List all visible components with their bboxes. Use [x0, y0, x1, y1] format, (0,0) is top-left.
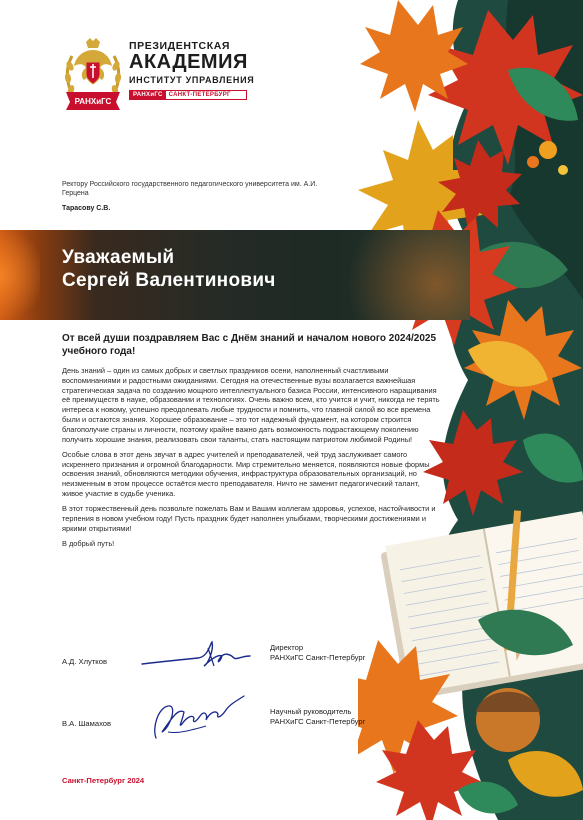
greeting-title: [62, 246, 276, 292]
letter-body: [62, 366, 442, 555]
logo-line-2: АКАДЕМИЯ: [129, 51, 248, 73]
banner-glow-left: [0, 230, 40, 320]
role-organization: РАНХиГС Санкт-Петербург: [270, 717, 366, 726]
addressee-block: [62, 180, 322, 213]
logo-line-1: ПРЕЗИДЕНТСКАЯ: [129, 40, 231, 52]
addressee-position: Ректору Российского государственного педагогического университета им. А.И. Герцена: [62, 181, 318, 197]
institution-logo-text: [129, 40, 259, 100]
handwritten-signature: [148, 688, 258, 753]
logo-line-3: ИНСТИТУТ УПРАВЛЕНИЯ: [129, 75, 255, 85]
signatory-role: [270, 643, 365, 663]
greeting-line-2: Сергей Валентинович: [62, 270, 276, 291]
greeting-line-1: Уважаемый: [62, 247, 175, 268]
role-title: Научный руководитель: [270, 707, 352, 716]
role-organization: РАНХиГС Санкт-Петербург: [270, 653, 366, 662]
signatory-role: [270, 707, 365, 727]
logo-badge-right: САНКТ-ПЕТЕРБУРГ: [168, 92, 231, 98]
role-title: Директор: [270, 643, 304, 652]
body-paragraph: В добрый путь!: [62, 539, 115, 549]
body-paragraph: Особые слова в этот день звучат в адрес учителей и преподавателей, чей труд заслуживает самого искреннего признания и огромной благодарности. Мир стремительно меняется, появляются новые формы освоения знаний, обновляются методики обучения, инфраструктура образовательных организаций, но неизменным в этом процессе остаётся место преподавателя. Ничто не заменит педагогический талант, живое участие в судьбе ученика.: [62, 449, 430, 499]
emblem-ribbon-text: РАНХиГС: [74, 97, 112, 106]
logo-badge: [129, 90, 247, 100]
signatory-name: А.Д. Хлутков: [62, 657, 107, 666]
body-paragraph: День знаний – один из самых добрых и светлых праздников осени, наполненный счастливыми воспоминаниями и радостными ожиданиями. Сегодня на отечественные вузы возлагается важнейшая стратегическая задача по созданию мощного интеллектуального базиса России, интенсивного наращивания её преимуществ в науке, образовании и технологиях. Очень важно всем, кто учится и учит, никогда не терять интереса к новому, успешно преодолевать любые трудности и помнить, что главной силой во все времена были и остаются знания. Хорошее образование – это тот надежный фундамент, на котором строится благополучие страны и личности, поэтому крайне важно дать возможность подрастающему поколению получить хорошие знания, реализовать свои таланты, стать настоящим патриотом любимой Родины!: [62, 366, 440, 444]
banner-glow-right: [300, 230, 470, 320]
footer-city-year: Санкт-Петербург 2024: [62, 776, 145, 785]
addressee-name: Тарасову С.В.: [62, 205, 111, 212]
body-paragraph: В этот торжественный день позвольте пожелать Вам и Вашим коллегам здоровья, успехов, настойчивости и терпения в новом учебном году! Пусть праздник будет наполнен улыбками, творческими достижениями и яркими открытиями!: [62, 504, 436, 533]
letter-headline: От всей души поздравляем Вас с Днём знаний и началом нового 2024/2025 учебного года!: [62, 333, 437, 357]
handwritten-signature: [138, 636, 258, 681]
signatory-name: В.А. Шамахов: [62, 719, 112, 728]
ranepa-emblem-icon: [62, 36, 124, 116]
logo-badge-left: РАНХиГС: [130, 90, 166, 100]
